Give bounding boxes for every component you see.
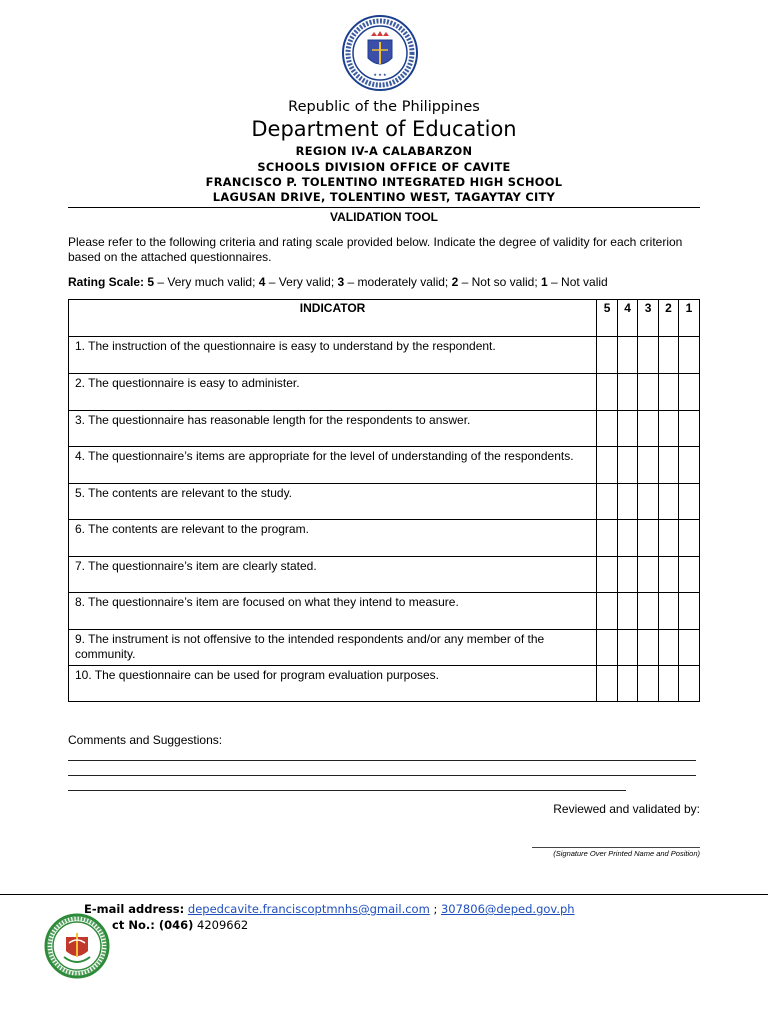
indicator-cell: 2. The questionnaire is easy to administer. [69,374,597,411]
rating-cell-1[interactable] [679,630,700,666]
indicator-cell: 8. The questionnaire’s item are focused on what they intend to measure. [69,593,597,630]
scale-header-3: 3 [638,300,659,337]
rating-cell-4[interactable] [618,557,638,593]
rating-cell-2[interactable] [659,557,679,593]
school-logo [44,913,110,979]
rating-cell-2[interactable] [659,447,679,484]
contact-label: ct No.: (046) [112,918,194,932]
table-row [69,411,700,447]
table-header-row [69,300,700,337]
rating-cell-4[interactable] [618,666,638,702]
rating-cell-2[interactable] [659,337,679,374]
table-row [69,630,700,666]
validation-table [68,299,700,702]
scale-num: 1 [541,275,548,289]
table-row [69,557,700,593]
rating-cell-1[interactable] [679,411,700,447]
reviewed-label: Reviewed and validated by: [553,802,700,816]
document-title: VALIDATION TOOL [330,210,438,224]
republic-heading: Republic of the Philippines [288,99,480,115]
rating-cell-4[interactable] [618,593,638,630]
rating-cell-1[interactable] [679,447,700,484]
rating-cell-5[interactable] [597,593,618,630]
table-row [69,484,700,520]
scale-header-1: 1 [679,300,700,337]
deped-seal-logo [341,14,419,92]
rating-cell-4[interactable] [618,447,638,484]
scale-text: – moderately valid; [344,275,452,289]
rating-cell-1[interactable] [679,374,700,411]
rating-scale [68,275,608,289]
rating-cell-4[interactable] [618,520,638,557]
rating-cell-3[interactable] [638,484,659,520]
rating-cell-5[interactable] [597,666,618,702]
email-separator: ; [429,902,441,916]
header-divider [68,207,700,208]
indicator-cell: 9. The instrument is not offensive to the intended respondents and/or any member of the community. [69,630,597,666]
email-label: E-mail address: [84,902,185,916]
rating-scale-label: Rating Scale: [68,275,145,289]
division-heading: SCHOOLS DIVISION OFFICE OF CAVITE [257,160,511,174]
email-line [84,902,575,916]
rating-cell-2[interactable] [659,630,679,666]
rating-cell-2[interactable] [659,666,679,702]
rating-cell-4[interactable] [618,411,638,447]
scale-num: 2 [451,275,459,289]
rating-cell-3[interactable] [638,593,659,630]
rating-cell-3[interactable] [638,557,659,593]
rating-cell-2[interactable] [659,520,679,557]
scale-header-4: 4 [618,300,638,337]
region-heading: REGION IV-A CALABARZON [295,144,473,158]
rating-cell-2[interactable] [659,484,679,520]
indicator-cell: 1. The instruction of the questionnaire is easy to understand by the respondent. [69,337,597,374]
address-heading: LAGUSAN DRIVE, TOLENTINO WEST, TAGAYTAY CITY [212,190,556,204]
scale-num: 3 [337,275,345,289]
department-heading: Department of Education [251,117,517,141]
instructions-paragraph: Please refer to the following criteria and rating scale provided below. Indicate the degree of validity for each criterion based on the attached questionnaires. [68,235,683,264]
contact-number: 4209662 [197,918,249,932]
comments-label: Comments and Suggestions: [68,733,223,747]
scale-header-2: 2 [659,300,679,337]
rating-cell-3[interactable] [638,374,659,411]
rating-cell-5[interactable] [597,374,618,411]
rating-cell-5[interactable] [597,630,618,666]
table-row [69,374,700,411]
scale-text: – Very valid; [265,275,338,289]
email-link-1[interactable]: depedcavite.franciscoptmnhs@gmail.com [187,902,430,916]
scale-text: – Not so valid; [458,275,541,289]
indicator-cell: 3. The questionnaire has reasonable length for the respondents to answer. [69,411,597,447]
rating-cell-2[interactable] [659,411,679,447]
scale-text: – Very much valid; [154,275,259,289]
rating-cell-3[interactable] [638,337,659,374]
rating-cell-5[interactable] [597,520,618,557]
signature-caption: (Signature Over Printed Name and Position) [553,849,700,858]
rating-cell-1[interactable] [679,520,700,557]
rating-cell-1[interactable] [679,666,700,702]
scale-text: – Not valid [547,275,608,289]
rating-cell-3[interactable] [638,630,659,666]
table-row [69,593,700,630]
svg-text:★ ★ ★: ★ ★ ★ [373,72,387,77]
rating-cell-2[interactable] [659,374,679,411]
contact-line [112,918,248,932]
comment-line[interactable] [68,775,696,776]
signature-line[interactable] [532,847,700,848]
comment-line[interactable] [68,790,626,791]
indicator-cell: 5. The contents are relevant to the study. [69,484,597,520]
rating-cell-1[interactable] [679,484,700,520]
scale-header-5: 5 [597,300,618,337]
rating-cell-4[interactable] [618,337,638,374]
rating-cell-1[interactable] [679,337,700,374]
footer-divider [0,894,768,895]
rating-cell-3[interactable] [638,411,659,447]
rating-cell-1[interactable] [679,593,700,630]
rating-cell-4[interactable] [618,484,638,520]
rating-cell-3[interactable] [638,447,659,484]
school-heading: FRANCISCO P. TOLENTINO INTEGRATED HIGH SCHOOL [205,175,563,189]
rating-cell-3[interactable] [638,666,659,702]
rating-cell-1[interactable] [679,557,700,593]
scale-num: 4 [258,275,266,289]
table-row [69,337,700,374]
table-row [69,666,700,702]
rating-cell-5[interactable] [597,337,618,374]
rating-cell-4[interactable] [618,374,638,411]
indicator-cell: 10. The questionnaire can be used for program evaluation purposes. [69,666,597,702]
rating-cell-5[interactable] [597,557,618,593]
indicator-header: INDICATOR [69,300,597,337]
rating-cell-2[interactable] [659,593,679,630]
scale-num: 5 [147,275,155,289]
indicator-cell: 7. The questionnaire’s item are clearly stated. [69,557,597,593]
rating-cell-3[interactable] [638,520,659,557]
rating-cell-5[interactable] [597,447,618,484]
table-row [69,447,700,484]
indicator-cell: 6. The contents are relevant to the program. [69,520,597,557]
rating-cell-5[interactable] [597,411,618,447]
comment-line[interactable] [68,760,696,761]
indicator-cell: 4. The questionnaire’s items are appropriate for the level of understanding of the respondents. [69,447,597,484]
rating-cell-5[interactable] [597,484,618,520]
email-link-2[interactable]: 307806@deped.gov.ph [440,902,575,916]
rating-cell-4[interactable] [618,630,638,666]
table-row [69,520,700,557]
